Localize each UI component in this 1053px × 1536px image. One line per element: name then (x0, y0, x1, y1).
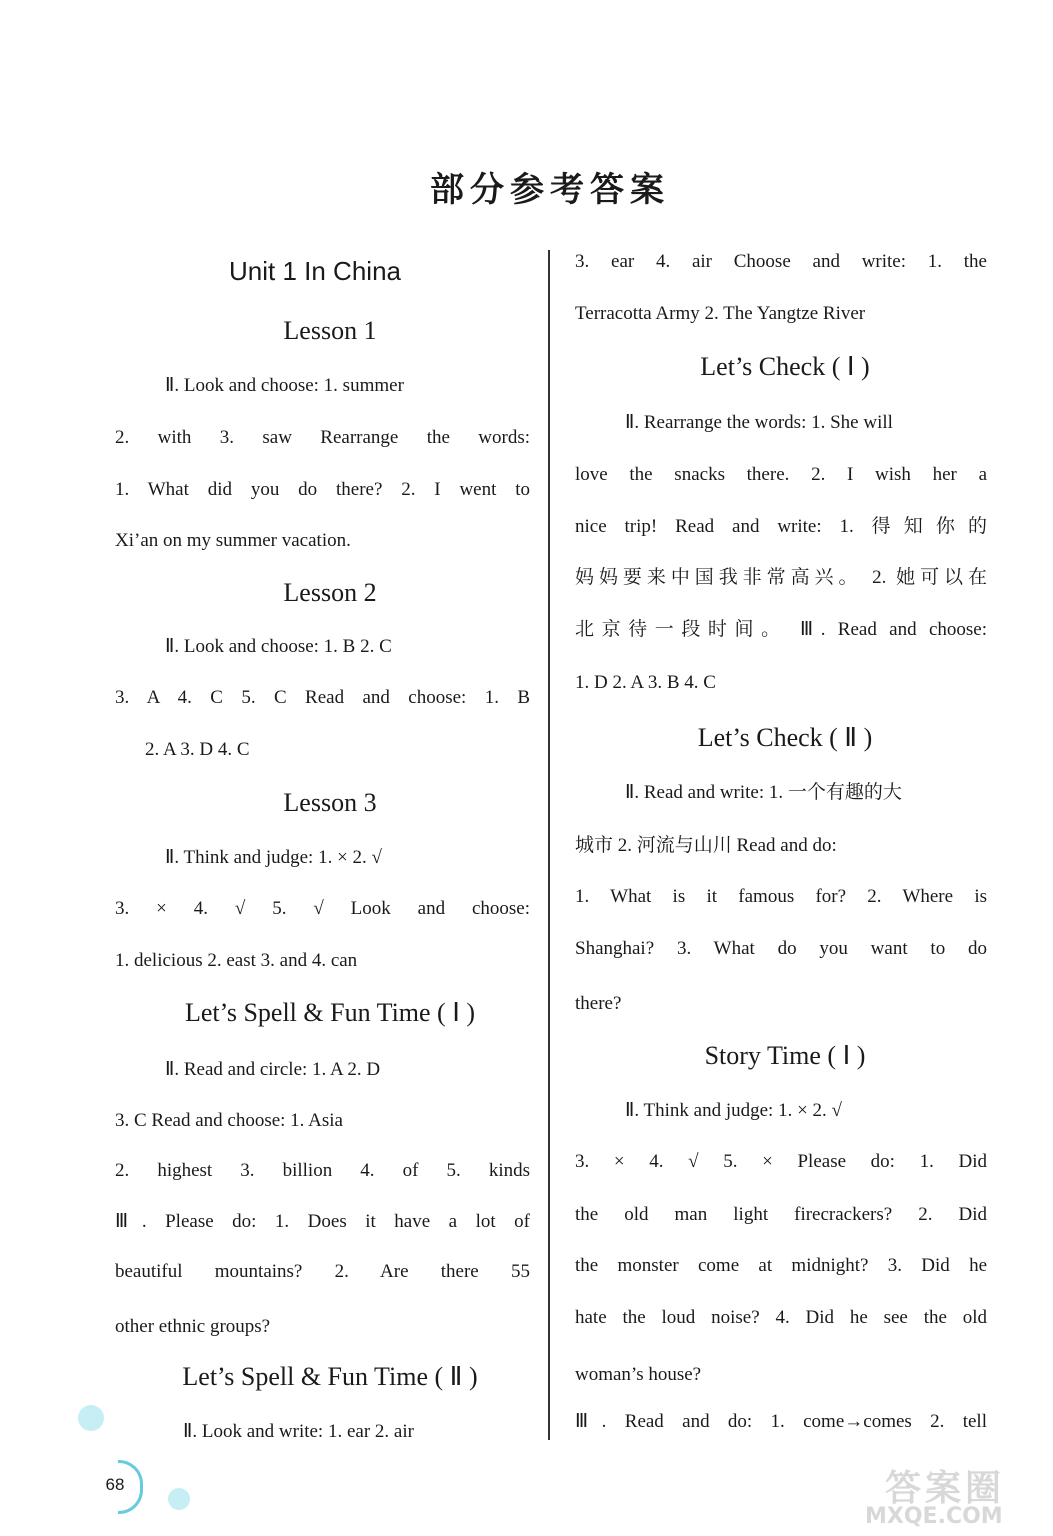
column-divider (548, 250, 550, 1440)
lesson-2-heading: Lesson 2 (283, 578, 377, 607)
answer-line: there? (575, 993, 622, 1014)
answer-line: Ⅲ. Read and do: 1. come→comes 2. tell (575, 1411, 987, 1432)
answer-line: Terracotta Army 2. The Yangtze River (575, 303, 866, 324)
answer-line: 1. What did you do there? 2. I went to (115, 479, 530, 500)
unit-heading: Unit 1 In China (229, 256, 401, 286)
answer-line: Ⅱ. Think and judge: 1. × 2. √ (625, 1100, 842, 1121)
answer-line: 城市 2. 河流与山川 Read and do: (575, 835, 837, 856)
answer-line: the old man light firecrackers? 2. Did (575, 1204, 987, 1225)
spell-fun-1-heading: Let’s Spell & Fun Time ( Ⅰ ) (184, 998, 476, 1027)
story-time-1-heading: Story Time ( Ⅰ ) (704, 1041, 866, 1070)
answer-line: beautiful mountains? 2. Are there 55 (115, 1261, 530, 1282)
watermark-url: MXQE.COM (865, 1504, 1003, 1529)
answer-line: Ⅱ. Read and write: 1. 一个有趣的大 (625, 782, 902, 803)
answer-line: 3. ear 4. air Choose and write: 1. the (575, 251, 987, 272)
answer-line: Shanghai? 3. What do you want to do (575, 938, 987, 959)
decorative-bubble (78, 1405, 104, 1431)
answer-line: Ⅲ. Please do: 1. Does it have a lot of (115, 1211, 530, 1232)
answer-line: 妈妈要来中国我非常高兴。 2. 她可以在 (575, 567, 987, 588)
lets-check-2-heading: Let’s Check ( Ⅱ ) (697, 723, 873, 752)
answer-line: 2. with 3. saw Rearrange the words: (115, 427, 530, 448)
answer-line: Ⅱ. Look and write: 1. ear 2. air (183, 1421, 414, 1442)
lesson-1-heading: Lesson 1 (283, 316, 377, 345)
answer-line: Ⅱ. Look and choose: 1. summer (165, 375, 404, 396)
answer-line: the monster come at midnight? 3. Did he (575, 1255, 987, 1276)
answer-line: 1. delicious 2. east 3. and 4. can (115, 950, 358, 971)
decorative-bubble (168, 1488, 190, 1510)
answer-line: 北京待一段时间。 Ⅲ. Read and choose: (575, 619, 987, 640)
answer-line: other ethnic groups? (115, 1316, 271, 1337)
answer-line: 3. C Read and choose: 1. Asia (115, 1110, 343, 1131)
spell-fun-2-heading: Let’s Spell & Fun Time ( Ⅱ ) (182, 1362, 478, 1391)
watermark-text: 答案圈 (885, 1468, 1006, 1509)
answer-line: hate the loud noise? 4. Did he see the old (575, 1307, 987, 1328)
answer-line: Ⅱ. Look and choose: 1. B 2. C (165, 636, 392, 657)
answer-line: nice trip! Read and write: 1. 得知你的 (575, 516, 987, 537)
answer-line: 2. A 3. D 4. C (145, 739, 250, 760)
answer-line: 1. D 2. A 3. B 4. C (575, 672, 716, 693)
watermark (865, 1460, 1045, 1532)
answer-line: Xi’an on my summer vacation. (115, 530, 351, 551)
answer-line: 2. highest 3. billion 4. of 5. kinds (115, 1160, 530, 1181)
page-title: 部分参考答案 (430, 170, 670, 210)
answer-line: 3. × 4. √ 5. √ Look and choose: (115, 898, 530, 919)
answer-line: 3. × 4. √ 5. × Please do: 1. Did (575, 1151, 987, 1172)
answer-line: 3. A 4. C 5. C Read and choose: 1. B (115, 687, 530, 708)
answer-line: 1. What is it famous for? 2. Where is (575, 886, 987, 907)
answer-line: woman’s house? (575, 1364, 702, 1385)
page-number: 68 (105, 1475, 125, 1494)
answer-line: Ⅱ. Think and judge: 1. × 2. √ (165, 847, 382, 868)
lesson-3-heading: Lesson 3 (283, 788, 377, 817)
answer-line: love the snacks there. 2. I wish her a (575, 464, 987, 485)
answer-line: Ⅱ. Rearrange the words: 1. She will (625, 412, 893, 433)
lets-check-1-heading: Let’s Check ( Ⅰ ) (700, 352, 870, 381)
answer-line: Ⅱ. Read and circle: 1. A 2. D (165, 1059, 381, 1080)
